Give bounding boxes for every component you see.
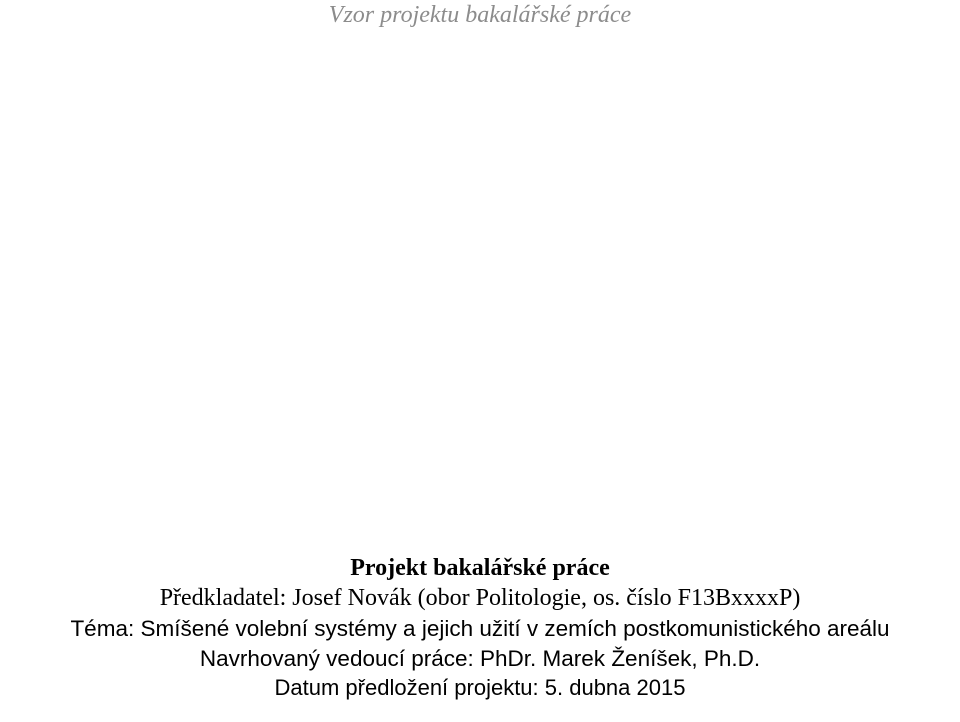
page-header: Vzor projektu bakalářské práce: [328, 2, 632, 28]
submitter-line: Předkladatel: Josef Novák (obor Politologie, os. číslo F13BxxxxP): [159, 585, 801, 611]
project-title: Projekt bakalářské práce: [350, 555, 610, 581]
supervisor-line: Navrhovaný vedoucí práce: PhDr. Marek Ženíšek, Ph.D.: [199, 646, 761, 671]
submission-date-line: Datum předložení projektu: 5. dubna 2015: [274, 675, 686, 700]
topic-line: Téma: Smíšené volební systémy a jejich užití v zemích postkomunistického areálu: [70, 616, 890, 641]
title-block: [0, 553, 960, 702]
